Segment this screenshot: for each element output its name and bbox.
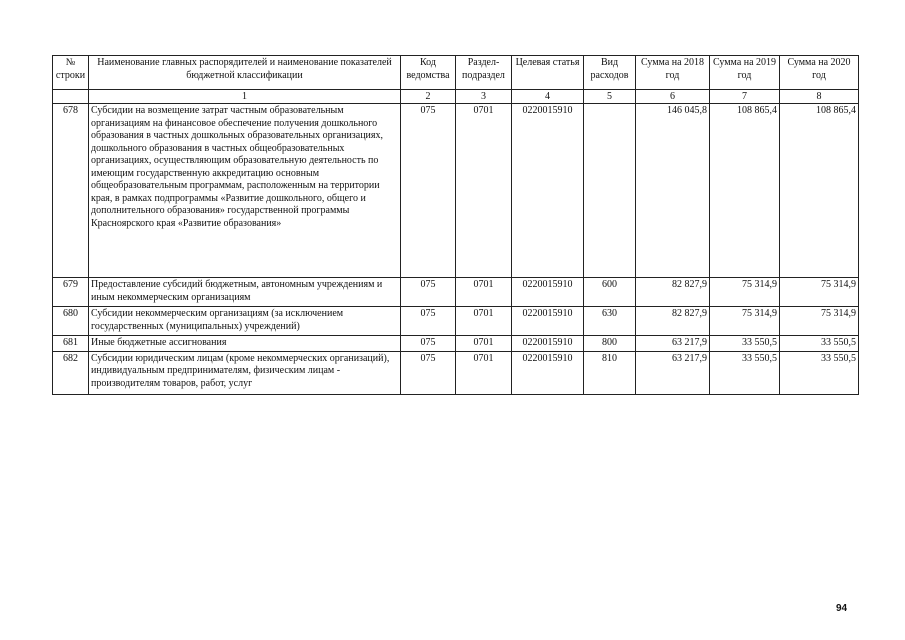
row-sum-2019: 108 865,4 — [710, 104, 780, 278]
row-expense-type: 600 — [584, 278, 636, 307]
row-name: Субсидии юридическим лицам (кроме некоммерческих организаций), индивидуальным предпринимателям, физическим лицам - производителям товаров, работ, услуг — [89, 351, 401, 394]
row-number: 681 — [53, 336, 89, 352]
row-sum-2020: 33 550,5 — [780, 351, 859, 394]
header-sum-2020: Сумма на 2020 год — [780, 56, 859, 90]
header-section: Раздел-подраздел — [456, 56, 512, 90]
row-name: Предоставление субсидий бюджетным, автономным учреждениям и иным некоммерческим организациям — [89, 278, 401, 307]
row-expense-type — [584, 104, 636, 278]
row-expense-type: 810 — [584, 351, 636, 394]
column-number: 7 — [710, 90, 780, 104]
row-section: 0701 — [456, 104, 512, 278]
row-target-article: 0220015910 — [512, 336, 584, 352]
column-number: 5 — [584, 90, 636, 104]
row-section: 0701 — [456, 336, 512, 352]
row-target-article: 0220015910 — [512, 104, 584, 278]
row-sum-2020: 108 865,4 — [780, 104, 859, 278]
row-sum-2018: 63 217,9 — [636, 336, 710, 352]
header-name: Наименование главных распорядителей и наименование показателей бюджетной классификации — [89, 56, 401, 90]
row-department-code: 075 — [401, 336, 456, 352]
row-sum-2018: 63 217,9 — [636, 351, 710, 394]
row-section: 0701 — [456, 307, 512, 336]
table-row — [53, 307, 859, 336]
table-row — [53, 104, 859, 278]
budget-table — [52, 55, 859, 395]
row-department-code: 075 — [401, 351, 456, 394]
row-target-article: 0220015910 — [512, 307, 584, 336]
row-number: 682 — [53, 351, 89, 394]
row-expense-type: 800 — [584, 336, 636, 352]
row-sum-2020: 75 314,9 — [780, 278, 859, 307]
row-sum-2018: 146 045,8 — [636, 104, 710, 278]
table-row — [53, 278, 859, 307]
row-name: Иные бюджетные ассигнования — [89, 336, 401, 352]
column-number: 1 — [89, 90, 401, 104]
row-section: 0701 — [456, 351, 512, 394]
table-header-row — [53, 56, 859, 90]
row-sum-2020: 33 550,5 — [780, 336, 859, 352]
table-row — [53, 336, 859, 352]
header-expense-type: Вид расходов — [584, 56, 636, 90]
row-number: 678 — [53, 104, 89, 278]
header-target-article: Целевая статья — [512, 56, 584, 90]
header-row-number: № строки — [53, 56, 89, 90]
column-number: 6 — [636, 90, 710, 104]
row-sum-2020: 75 314,9 — [780, 307, 859, 336]
column-number: 2 — [401, 90, 456, 104]
column-number: 3 — [456, 90, 512, 104]
page-number: 94 — [836, 603, 848, 614]
row-section: 0701 — [456, 278, 512, 307]
row-sum-2019: 75 314,9 — [710, 278, 780, 307]
column-numbers-row — [53, 90, 859, 104]
column-number: 8 — [780, 90, 859, 104]
row-department-code: 075 — [401, 278, 456, 307]
budget-table-container — [52, 55, 859, 395]
row-name: Субсидии некоммерческим организациям (за исключением государственных (муниципальных) учреждений) — [89, 307, 401, 336]
column-number: 4 — [512, 90, 584, 104]
row-sum-2018: 82 827,9 — [636, 307, 710, 336]
row-sum-2018: 82 827,9 — [636, 278, 710, 307]
header-sum-2019: Сумма на 2019 год — [710, 56, 780, 90]
row-department-code: 075 — [401, 104, 456, 278]
row-department-code: 075 — [401, 307, 456, 336]
row-number: 679 — [53, 278, 89, 307]
header-department-code: Код ведомства — [401, 56, 456, 90]
row-target-article: 0220015910 — [512, 351, 584, 394]
row-sum-2019: 75 314,9 — [710, 307, 780, 336]
row-sum-2019: 33 550,5 — [710, 351, 780, 394]
column-number — [53, 90, 89, 104]
row-expense-type: 630 — [584, 307, 636, 336]
table-row — [53, 351, 859, 394]
row-target-article: 0220015910 — [512, 278, 584, 307]
row-number: 680 — [53, 307, 89, 336]
header-sum-2018: Сумма на 2018 год — [636, 56, 710, 90]
row-sum-2019: 33 550,5 — [710, 336, 780, 352]
row-name: Субсидии на возмещение затрат частным образовательным организациям на финансовое обеспечение получения дошкольного образования в частных дошкольных образовательных организациях, дошкольного образования в частных общеобразовательных организациях, осуществляющим образовательную деятельность по имеющим государственную аккредитацию основным общеобразовательным программам, расположенным на территории края, в рамках подпрограммы «Развитие дошкольного, общего и дополнительного образования» государственной программы Красноярского края «Развитие образования» — [89, 104, 401, 278]
